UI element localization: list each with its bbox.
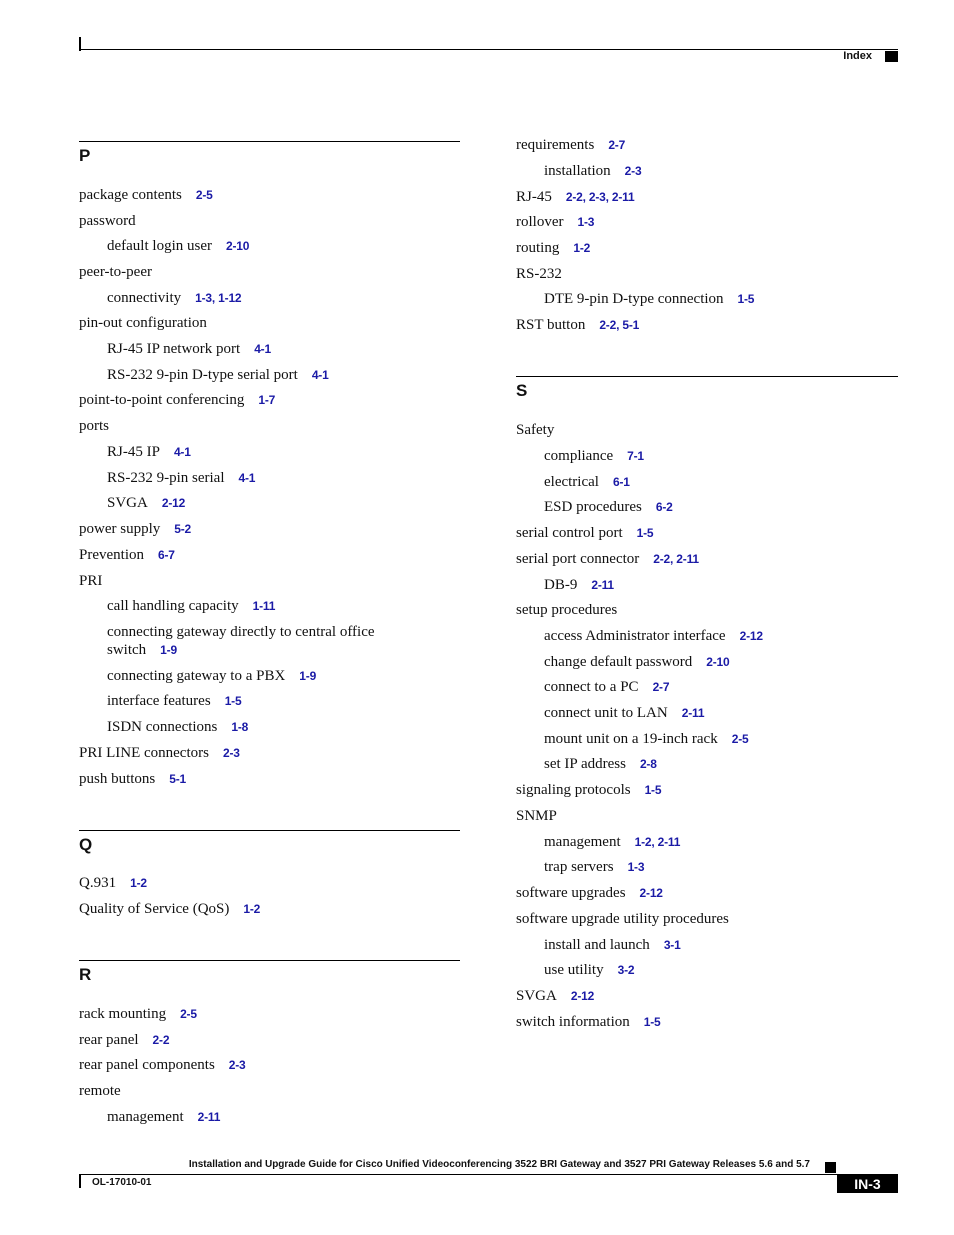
- index-subentry: [544, 833, 680, 851]
- index-subentry: [544, 290, 754, 308]
- entry-term: package contents: [79, 187, 182, 203]
- entry-term: power supply: [79, 521, 161, 537]
- page-link[interactable]: 1-2: [243, 902, 261, 916]
- entry-term: call handling capacity: [107, 598, 239, 614]
- page-link[interactable]: 1-5: [644, 783, 662, 797]
- entry-term: rollover: [516, 214, 564, 230]
- entry-term: peer-to-peer: [79, 264, 152, 280]
- index-entry: [516, 884, 663, 902]
- entry-term: SNMP: [516, 808, 557, 824]
- index-entry: [79, 546, 175, 564]
- page-link[interactable]: 2-3: [624, 164, 642, 178]
- entry-term: use utility: [544, 962, 604, 978]
- page-link[interactable]: 2-2, 2-11: [653, 552, 699, 566]
- entry-term: software upgrades: [516, 885, 626, 901]
- index-entry: [79, 391, 275, 409]
- entry-term: point-to-point conferencing: [79, 392, 245, 408]
- section-letter: R: [79, 965, 92, 984]
- footer-doc-number: OL-17010-01: [92, 1177, 152, 1188]
- index-subentry: [544, 858, 644, 876]
- page-link[interactable]: 2-12: [161, 496, 186, 510]
- page-link[interactable]: 2-2, 2-3, 2-11: [565, 190, 635, 204]
- page-link[interactable]: 1-8: [231, 720, 249, 734]
- entry-term: ESD procedures: [544, 499, 642, 515]
- entry-term: change default password: [544, 654, 693, 670]
- index-entry: [516, 213, 594, 231]
- entry-term: serial control port: [516, 525, 623, 541]
- entry-term: SVGA: [516, 988, 557, 1004]
- page-link[interactable]: 1-5: [636, 526, 654, 540]
- section-r: [79, 960, 460, 985]
- entry-term: DB-9: [544, 577, 578, 593]
- entry-term: Q.931: [79, 875, 117, 891]
- index-subentry: [544, 498, 673, 516]
- entry-term: connecting gateway directly to central office switch: [107, 624, 375, 658]
- entry-term: routing: [516, 240, 560, 256]
- section-rule: [79, 830, 460, 831]
- entry-term: access Administrator interface: [544, 628, 726, 644]
- page-link[interactable]: 2-10: [225, 239, 250, 253]
- page-link[interactable]: 2-10: [706, 655, 730, 669]
- entry-term: DTE 9-pin D-type connection: [544, 291, 724, 307]
- index-subentry: [107, 1108, 220, 1126]
- index-entry: [516, 1013, 660, 1031]
- index-subentry: [544, 704, 704, 722]
- section-s: [516, 376, 898, 401]
- page-link[interactable]: 2-11: [197, 1110, 221, 1124]
- index-entry: [79, 520, 191, 538]
- index-entry: [79, 1056, 246, 1074]
- entry-term: software upgrade utility procedures: [516, 911, 729, 927]
- page-link[interactable]: 1-3: [627, 860, 645, 874]
- entry-term: requirements: [516, 137, 595, 153]
- index-entry: [79, 874, 147, 892]
- page-link[interactable]: 6-2: [655, 500, 673, 514]
- page-link[interactable]: 5-1: [169, 772, 187, 786]
- entry-term: pin-out configuration: [79, 315, 207, 331]
- entry-term: RS-232 9-pin serial: [107, 470, 225, 486]
- page-link[interactable]: 6-7: [158, 548, 175, 562]
- page-link[interactable]: 2-2, 5-1: [599, 318, 640, 332]
- entry-term: remote: [79, 1083, 121, 1099]
- page-link[interactable]: 2-2: [152, 1033, 170, 1047]
- index-subentry: [544, 755, 657, 773]
- page-link[interactable]: 2-11: [591, 578, 614, 592]
- index-subentry: [544, 936, 681, 954]
- page-link[interactable]: 2-7: [652, 680, 670, 694]
- index-subentry: [107, 443, 191, 461]
- entry-term: connectivity: [107, 290, 182, 306]
- footer-rule: [79, 1174, 898, 1175]
- index-entry: [516, 421, 554, 439]
- entry-term: Prevention: [79, 547, 144, 563]
- index-subentry: [544, 730, 748, 748]
- index-entry: [516, 807, 557, 825]
- page-link[interactable]: 1-2, 2-11: [634, 835, 681, 849]
- page-link[interactable]: 2-5: [180, 1007, 197, 1021]
- index-entry: [516, 781, 661, 799]
- page-link[interactable]: 2-12: [739, 629, 763, 643]
- section-letter: Q: [79, 835, 93, 854]
- index-entry: [516, 910, 729, 928]
- index-subentry: [107, 692, 241, 710]
- index-entry: [516, 136, 625, 154]
- entry-term: RS-232: [516, 266, 562, 282]
- page-link[interactable]: 1-2: [130, 876, 147, 890]
- header-rule: [79, 49, 898, 50]
- entry-term: ISDN connections: [107, 719, 218, 735]
- entry-term: connect unit to LAN: [544, 705, 668, 721]
- section-p: [79, 141, 460, 166]
- entry-term: password: [79, 213, 136, 229]
- page-link[interactable]: 1-7: [258, 393, 276, 407]
- page-link[interactable]: 5-2: [174, 522, 191, 536]
- index-subentry: [544, 473, 630, 491]
- index-subentry: [107, 366, 329, 384]
- entry-term: install and launch: [544, 937, 650, 953]
- entry-term: PRI: [79, 573, 103, 589]
- entry-term: default login user: [107, 238, 212, 254]
- page-link[interactable]: 1-11: [252, 599, 276, 613]
- index-entry: [516, 239, 590, 257]
- header-box: [885, 51, 898, 62]
- entry-term: mount unit on a 19-inch rack: [544, 731, 718, 747]
- index-subentry: [107, 597, 275, 615]
- index-subentry: [107, 469, 255, 487]
- page-link[interactable]: 3-2: [617, 963, 635, 977]
- index-subentry: [544, 576, 614, 594]
- footer-tick: [79, 1174, 81, 1188]
- index-subentry: [544, 678, 669, 696]
- index-entry: [516, 987, 594, 1005]
- index-entry: [79, 770, 186, 788]
- page-link[interactable]: 2-12: [570, 989, 595, 1003]
- entry-term: management: [544, 834, 621, 850]
- page-link[interactable]: 1-3, 1-12: [195, 291, 242, 305]
- entry-term: rear panel components: [79, 1057, 215, 1073]
- index-entry: [516, 550, 699, 568]
- page-link[interactable]: 4-1: [311, 368, 329, 382]
- page-link[interactable]: 1-5: [737, 292, 755, 306]
- entry-term: installation: [544, 163, 611, 179]
- index-entry: [79, 744, 240, 762]
- entry-term: set IP address: [544, 756, 626, 772]
- section-rule: [516, 376, 898, 377]
- index-subentry: [107, 494, 185, 512]
- index-entry: [79, 263, 152, 281]
- entry-term: serial port connector: [516, 551, 640, 567]
- entry-term: connect to a PC: [544, 679, 639, 695]
- page-link[interactable]: 1-9: [160, 643, 177, 657]
- page-link[interactable]: 3-1: [663, 938, 681, 952]
- page-link[interactable]: 4-1: [238, 471, 256, 485]
- page-link[interactable]: 1-9: [299, 669, 317, 683]
- page-link[interactable]: 1-5: [224, 694, 242, 708]
- index-entry: [79, 186, 213, 204]
- index-subentry: [544, 653, 730, 671]
- page-link[interactable]: 2-3: [228, 1058, 246, 1072]
- index-entry: [79, 1082, 121, 1100]
- section-letter: P: [79, 146, 91, 165]
- entry-term: rack mounting: [79, 1006, 167, 1022]
- entry-term: RS-232 9-pin D-type serial port: [107, 367, 298, 383]
- page-link[interactable]: 4-1: [173, 445, 191, 459]
- page-link[interactable]: 4-1: [254, 342, 271, 356]
- index-entry: [79, 314, 207, 332]
- entry-term: signaling protocols: [516, 782, 631, 798]
- entry-term: PRI LINE connectors: [79, 745, 209, 761]
- entry-term: RJ-45: [516, 189, 552, 205]
- page-link[interactable]: 2-5: [195, 188, 213, 202]
- index-entry: [516, 316, 639, 334]
- section-rule: [79, 141, 460, 142]
- entry-term: SVGA: [107, 495, 148, 511]
- page-link[interactable]: 2-7: [608, 138, 626, 152]
- section-rule: [79, 960, 460, 961]
- footer-square: [825, 1162, 836, 1173]
- index-subentry: [107, 237, 249, 255]
- index-entry: [79, 1005, 197, 1023]
- entry-term: switch information: [516, 1014, 630, 1030]
- page-link[interactable]: 1-3: [577, 215, 595, 229]
- index-subentry: [107, 289, 241, 307]
- index-entry: [79, 900, 260, 918]
- page-link[interactable]: 2-8: [639, 757, 657, 771]
- index-subentry: [107, 623, 407, 659]
- entry-term: interface features: [107, 693, 211, 709]
- page-link[interactable]: 1-2: [573, 241, 591, 255]
- index-subentry: [544, 961, 634, 979]
- index-entry: [79, 417, 109, 435]
- entry-term: RJ-45 IP: [107, 444, 160, 460]
- entry-term: ports: [79, 418, 109, 434]
- index-entry: [79, 212, 136, 230]
- section-q: [79, 830, 460, 855]
- page-link[interactable]: 1-5: [643, 1015, 661, 1029]
- entry-term: rear panel: [79, 1032, 139, 1048]
- entry-term: electrical: [544, 474, 599, 490]
- header-label: Index: [843, 50, 872, 62]
- entry-term: setup procedures: [516, 602, 618, 618]
- page-number: IN-3: [837, 1175, 898, 1193]
- entry-term: management: [107, 1109, 184, 1125]
- index-entry: [516, 265, 562, 283]
- entry-term: Safety: [516, 422, 555, 438]
- index-entry: [516, 188, 634, 206]
- index-entry: [516, 601, 617, 619]
- entry-term: push buttons: [79, 771, 156, 787]
- index-subentry: [107, 340, 271, 358]
- page-link[interactable]: 2-3: [222, 746, 240, 760]
- index-entry: [79, 1031, 169, 1049]
- page-link[interactable]: 7-1: [627, 449, 644, 463]
- entry-term: RST button: [516, 317, 586, 333]
- page-link[interactable]: 6-1: [612, 475, 630, 489]
- entry-term: Quality of Service (QoS): [79, 901, 230, 917]
- index-subentry: [107, 718, 248, 736]
- index-subentry: [544, 447, 644, 465]
- index-subentry: [544, 162, 641, 180]
- page-link[interactable]: 2-12: [639, 886, 663, 900]
- index-entry: [516, 524, 653, 542]
- index-subentry: [107, 667, 316, 685]
- footer-title: Installation and Upgrade Guide for Cisco Unified Videoconferencing 3522 BRI Gateway and 3527 PRI Gateway Releases 5.6 and 5.7: [188, 1159, 810, 1170]
- entry-term: trap servers: [544, 859, 614, 875]
- entry-term: RJ-45 IP network port: [107, 341, 241, 357]
- index-subentry: [544, 627, 763, 645]
- page-link[interactable]: 2-5: [731, 732, 749, 746]
- entry-term: compliance: [544, 448, 614, 464]
- page-link[interactable]: 2-11: [681, 706, 705, 720]
- entry-term: connecting gateway to a PBX: [107, 668, 286, 684]
- index-entry: [79, 572, 102, 590]
- section-letter: S: [516, 381, 528, 400]
